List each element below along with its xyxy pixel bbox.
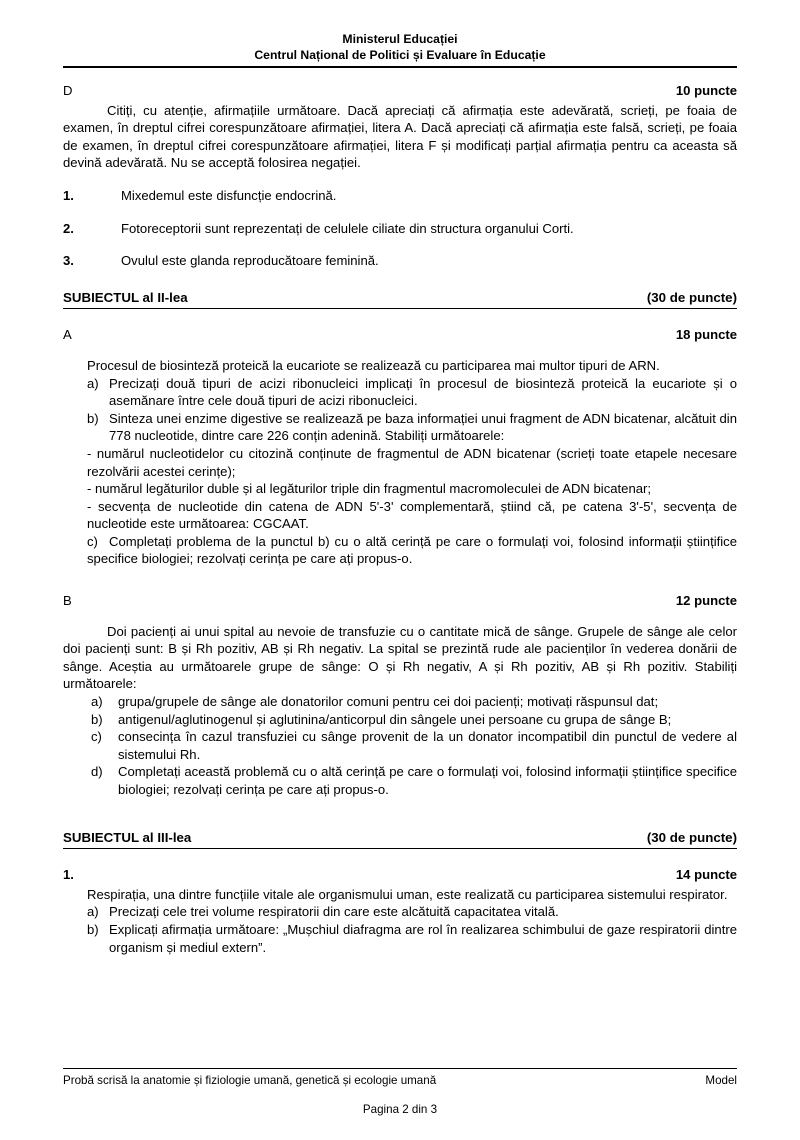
part-b-list (91, 693, 737, 799)
part-a-dash-1: - numărul nucleotidelor cu citozină conținute de fragmentul de ADN bicatenar (scrieți toate etapele necesare rezolvării acestei cerințe); (87, 445, 737, 479)
part-d-header (63, 82, 737, 100)
part-a-item-a (87, 375, 737, 410)
subject-three-item1-body (87, 886, 737, 956)
subject-three-list (87, 903, 737, 956)
part-b-item-b-marker: b) (91, 711, 103, 727)
part-b-item-a-marker: a) (91, 694, 103, 710)
part-a-letter: A (63, 327, 72, 343)
page-content (63, 68, 737, 956)
subject-three-item-a-marker: a) (87, 904, 99, 920)
part-b-item-c-marker: c) (91, 729, 102, 745)
part-a-intro: Procesul de biosinteză proteică la eucariote se realizează cu participarea mai multor tipuri de ARN. (87, 357, 660, 373)
part-a-item-a-marker: a) (87, 375, 99, 391)
footer-page-number: Pagina 2 din 3 (362, 1103, 438, 1116)
part-a-points: 18 puncte (675, 327, 737, 343)
subject-two-title: SUBIECTUL al II-lea (63, 289, 188, 305)
subject-two-heading (63, 289, 737, 310)
part-a-item-c-marker: c) (87, 533, 98, 549)
statement-1-number: 1. (63, 187, 74, 203)
part-d-letter: D (63, 83, 73, 98)
statement-3-number: 3. (63, 253, 74, 269)
subject-three-heading (63, 829, 737, 850)
footer-variant: Model (705, 1074, 737, 1087)
part-b-header (63, 592, 737, 610)
subject-two-points: (30 de puncte) (646, 289, 737, 305)
statement-2 (63, 220, 737, 238)
part-a-body (87, 357, 737, 568)
subject-three-item-b-marker: b) (87, 921, 99, 937)
part-a-item-b-text: Sinteza unei enzime digestive se realizează pe baza informației unui fragment de ADN bicatenar, alcătuit din 778 nucleotide, dintre care 226 conțin adenină. Stabiliți următoarele: (109, 410, 737, 444)
statement-1 (63, 187, 737, 205)
part-a-item-c-text: Completați problema de la punctul b) cu o altă cerință pe care o formulați voi, folosind informații științifice specifice biologiei; rezolvați cerința pe care ați propus-o. (87, 533, 737, 567)
part-b-body (63, 623, 737, 799)
statement-2-text: Fotoreceptorii sunt reprezentați de celulele ciliate din structura organului Corti. (121, 220, 574, 236)
part-d-points: 10 puncte (675, 83, 737, 98)
subject-three-item-b (87, 921, 737, 956)
part-a-header (63, 326, 737, 344)
subject-three-item1-header (63, 866, 737, 884)
statement-2-number: 2. (63, 220, 74, 236)
part-b-letter: B (63, 593, 72, 609)
header-center: Centrul Național de Politici și Evaluare în Educație (254, 47, 546, 62)
part-a-dash-3: - secvența de nucleotide din catena de ADN 5'-3' complementară, știind că, pe catena 3'-5', secvența de nucleotide este următoarea: CGCAAT. (87, 498, 737, 532)
header-ministry: Ministerul Educației (342, 32, 458, 46)
statement-1-text: Mixedemul este disfuncție endocrină. (121, 187, 337, 203)
part-b-item-d-text: Completați această problemă cu o altă cerință pe care o formulați voi, folosind informații științifice specifice biologiei; rezolvați cerința pe care ați propus-o. (118, 764, 737, 797)
part-d-instructions: Citiți, cu atenție, afirmațiile următoare. Dacă apreciați că afirmația este adevărată, scrieți, pe foaia de examen, în dreptul cifrei corespunzătoare afirmației, litera A. Dacă apreciați că afirmația este falsă, scrieți, pe foaia de examen, în dreptul cifrei corespunzătoare afirmației, litera F și modificați parțial afirmația pentru ca aceasta să devină adevărată. Nu se acceptă folosirea negației. (63, 102, 737, 171)
part-b-intro: Doi pacienți ai unui spital au nevoie de transfuzie cu o cantitate mică de sânge. Grupele de sânge ale celor doi pacienți sunt: B și Rh pozitiv, AB și Rh negativ. La spital se prezintă rude ale pacienților în vederea donării de sânge. Aceștia au următoarele grupe de sânge: O și Rh negativ, A și Rh pozitiv, AB și Rh pozitiv. Stabiliți următoarele: (63, 623, 737, 692)
part-b-item-d-marker: d) (91, 764, 103, 780)
subject-three-item1-number: 1. (63, 867, 74, 883)
part-b-item-b (91, 711, 737, 729)
subject-three-item-a-text: Precizați cele trei volume respiratorii din care este alcătuită capacitatea vitală. (109, 904, 559, 920)
footer-exam-title: Probă scrisă la anatomie și fiziologie umană, genetică și ecologie umană (63, 1074, 437, 1087)
part-b-item-a-text: grupa/grupele de sânge ale donatorilor comuni pentru cei doi pacienți; motivați răspunsul dat; (118, 694, 659, 710)
subject-three-title: SUBIECTUL al III-lea (63, 829, 192, 845)
statement-3-text: Ovulul este glanda reproducătoare feminină. (121, 253, 379, 269)
subject-three-item1-points: 14 puncte (675, 867, 737, 883)
part-b-item-c-text: consecința în cazul transfuziei cu sânge provenit de la un donator incompatibil din punctul de vedere al sistemului Rh. (118, 729, 737, 762)
part-a-item-b (87, 410, 737, 445)
subject-three-item-b-text: Explicați afirmația următoare: „Mușchiul diafragma are rol în realizarea schimbului de gaze respiratorii dintre organism și mediul extern”. (109, 921, 737, 955)
part-a-list (87, 375, 737, 445)
statement-3 (63, 252, 737, 270)
part-b-item-a (91, 693, 737, 711)
subject-three-item-a (87, 903, 737, 921)
document-footer (63, 1068, 737, 1116)
part-a-item-b-marker: b) (87, 410, 99, 426)
subject-three-intro: Respirația, una dintre funcțiile vitale ale organismului uman, este realizată cu participarea sistemului respirator. (87, 886, 728, 902)
document-header (63, 0, 737, 63)
part-b-item-c (91, 728, 737, 763)
footer-row (63, 1069, 737, 1087)
part-a-list-c (87, 533, 737, 568)
part-a-dash-2: - numărul legăturilor duble și al legăturilor triple din fragmentul macromoleculei de ADN bicatenar; (87, 481, 652, 497)
part-a-item-c (87, 533, 737, 568)
part-a-item-a-text: Precizați două tipuri de acizi ribonucleici implicați în procesul de biosinteză proteică la eucariote și o asemănare între cele două tipuri de acizi ribonucleici. (109, 375, 737, 409)
part-b-item-b-text: antigenul/aglutinogenul și aglutinina/anticorpul din sângele unei persoane cu grupa de sânge B; (118, 711, 672, 727)
part-b-points: 12 puncte (675, 593, 737, 609)
part-b-item-d (91, 763, 737, 798)
subject-three-points: (30 de puncte) (646, 829, 737, 845)
